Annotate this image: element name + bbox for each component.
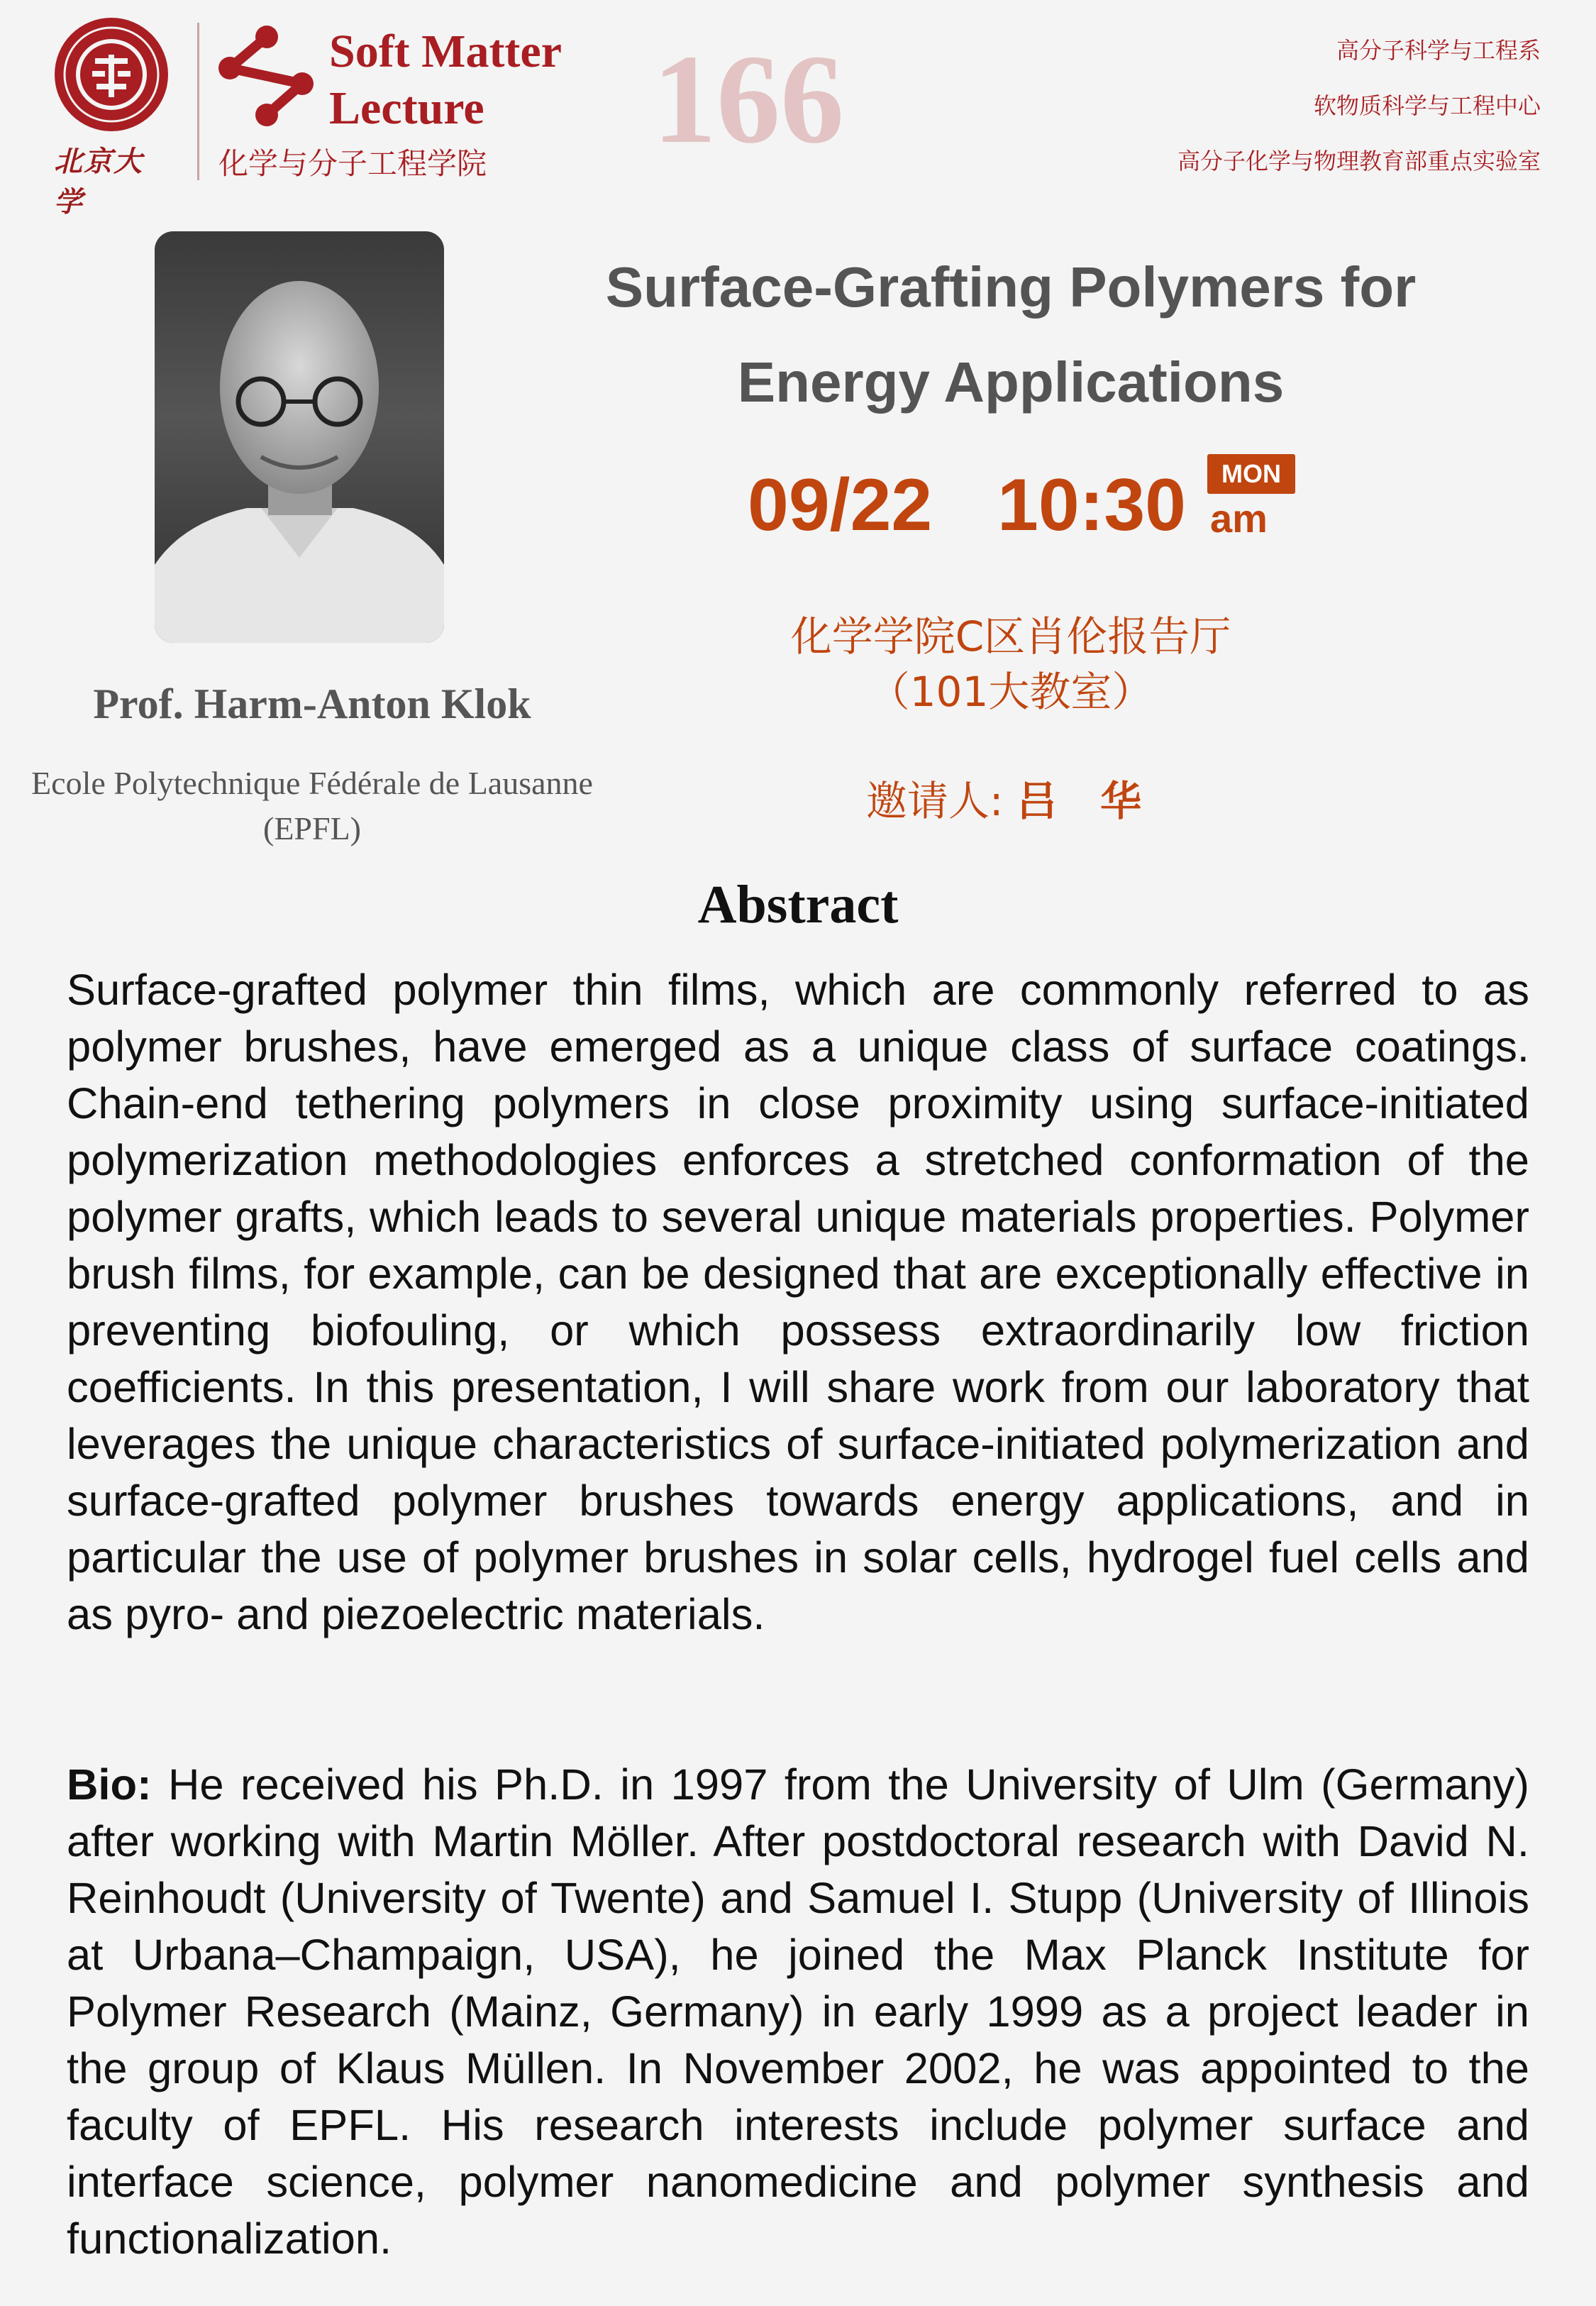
peking-university-seal-logo	[52, 16, 170, 133]
series-title-line2: Lecture	[329, 82, 484, 134]
speaker-affiliation: Ecole Polytechnique Fédérale de Lausanne (EPFL)	[31, 765, 593, 846]
organizer-item: 高分子科学与工程系	[1336, 37, 1541, 64]
am-pm-label: am	[1210, 496, 1268, 541]
inviter-name: 吕 华	[1016, 777, 1156, 825]
header-divider	[197, 23, 199, 180]
venue	[539, 609, 1483, 719]
inviter	[539, 768, 1483, 827]
college-name: 化学与分子工程学院	[218, 146, 487, 181]
talk-time: 10:30	[997, 464, 1186, 546]
venue-line1: 化学学院C区肖伦报告厅	[790, 612, 1231, 661]
talk-title: Surface-Grafting Polymers for Energy Applications	[605, 255, 1417, 414]
organizer-list	[1177, 37, 1541, 203]
speaker-photo	[155, 231, 444, 643]
inviter-label: 邀请人:	[865, 777, 1004, 825]
venue-line2: （101大教室）	[868, 668, 1153, 716]
bio-paragraph	[67, 1757, 1529, 2268]
speaker-name: Prof. Harm-Anton Klok	[93, 680, 531, 727]
abstract-text: Surface-grafted polymer thin films, which are commonly referred to as polymer brushes, have emerged as a unique class of surface coatings. Chain-end tethering polymers in close proximity using surface-initiated polymerization methodologies enforces a stretched conformation of the polymer grafts, which leads to several unique materials properties. Polymer brush films, for example, can be designed that are exceptionally effective in preventing biofouling, or which possess extraordinarily low friction coefficients. In this presentation, I will share work from our laboratory that leverages the unique characteristics of surface-initiated polymerization and surface-grafted polymer brushes towards energy applications, and in particular the use of polymer brushes in solar cells, hydrogel fuel cells and as pyro- and piezoelectric materials.	[67, 966, 1529, 1639]
bio-label: Bio:	[67, 1760, 152, 1809]
talk-date: 09/22	[748, 464, 933, 546]
series-title-line1: Soft Matter	[329, 26, 563, 77]
bio-text: He received his Ph.D. in 1997 from the University of Ulm (Germany) after working with Martin Möller. After postdoctoral research with David N. Reinhoudt (University of Twente) and Samuel I. Stupp (University of Illinois at Urbana–Champaign, USA), he joined the Max Planck Institute for Polymer Research (Mainz, Germany) in early 1999 as a project leader in the group of Klaus Müllen. In November 2002, he was appointed to the faculty of EPFL. His research interests include polymer surface and interface science, polymer nanomedicine and polymer synthesis and functionalization.	[67, 1760, 1529, 2263]
issue-number: 166	[653, 28, 844, 170]
organizer-item: 高分子化学与物理教育部重点实验室	[1177, 148, 1541, 175]
soft-matter-logo-icon	[217, 23, 316, 129]
weekday-badge: MON	[1207, 454, 1295, 494]
abstract-heading: Abstract	[697, 875, 899, 934]
university-name: 北京大学	[54, 145, 143, 219]
organizer-item: 软物质科学与工程中心	[1313, 92, 1541, 119]
